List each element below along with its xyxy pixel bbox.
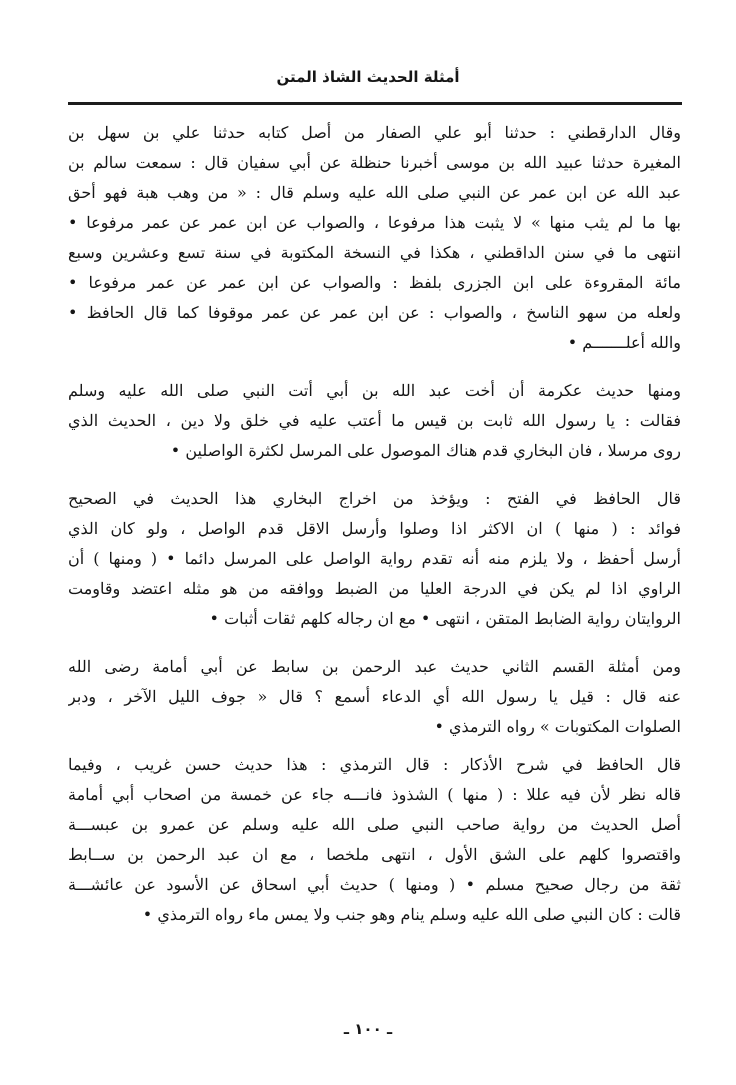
text-line: وقال الدارقطني : حدثنا أبو علي الصفار من أصل كتابه حدثنا علي بن سهل بن: [68, 123, 681, 142]
text-line: عنه قال : قيل يا رسول الله أي الدعاء أسمع ؟ قال « جوف الليل الآخر ، ودبر: [68, 687, 681, 706]
text-line: والله أعلـــــــم •: [567, 333, 681, 352]
text-line: روى مرسلا ، فان البخاري قدم هناك الموصول على المرسل لكثرة الواصلين •: [170, 441, 681, 460]
text-line: أرسل أحفظ ، ولا يلزم منه أنه تقدم رواية الواصل على المرسل دائما • ( ومنها ) أن: [68, 549, 681, 568]
text-line: انتهى ما في سنن الداقطني ، هكذا في النسخة المكتوبة في سنة تسع وعشرين وسبع: [68, 243, 681, 262]
text-line: قالت : كان النبي صلى الله عليه وسلم ينام وهو جنب ولا يمس ماء رواه الترمذي •: [142, 905, 681, 924]
text-line: فوائد : ( منها ) ان الاكثر اذا وصلوا وأرسل الاقل قدم الواصل ، ولو كان الذي: [68, 519, 681, 538]
text-line: الصلوات المكتوبات » رواه الترمذي •: [434, 717, 681, 736]
text-line: ومنها حديث عكرمة أن أخت عبد الله بن أبي أتت النبي صلى الله عليه وسلم: [68, 381, 681, 400]
text-line: ومن أمثلة القسم الثاني حديث عبد الرحمن بن سابط عن أبي أمامة رضى الله: [68, 657, 681, 676]
paragraph: [68, 652, 681, 742]
text-line: قال الحافظ في الفتح : ويؤخذ من اخراج البخاري هذا الحديث في الصحيح: [68, 489, 681, 508]
text-line: قاله نظر لأن فيه عللا : ( منها ) الشذوذ فانـــه جاء عن خمسة من اصحاب أبي أمامة: [68, 785, 681, 804]
paragraph: [68, 750, 681, 930]
text-line: ثقة من رجال صحيح مسلم • ( ومنها ) حديث أبي اسحاق عن الأسود عن عائشـــة: [68, 875, 681, 894]
text-line: أصل الحديث من رواية صاحب النبي صلى الله عليه وسلم عن عمرو بن عبســـة: [68, 815, 681, 834]
text-line: المغيرة حدثنا عبيد الله بن موسى أخبرنا حنظلة عن أبي سفيان قال : سمعت سالم بن: [68, 153, 681, 172]
running-header: أمثلة الحديث الشاذ المتن: [276, 68, 460, 86]
text-line: فقالت : يا رسول الله ثابت بن قيس ما أعتب عليه في خلق ولا دين ، الحديث الذي: [68, 411, 681, 430]
text-line: مائة المقروءة على ابن الجزرى بلفظ : والصواب عن ابن عمر عن عمر مرفوعا •: [68, 273, 681, 292]
text-line: بها ما لم يثب منها » لا يثبت هذا مرفوعا ، والصواب عن ابن عمر عن عمر مرفوعا •: [68, 213, 681, 232]
paragraph: [68, 376, 681, 466]
paragraph: [68, 118, 681, 358]
text-line: قال الحافظ في شرح الأذكار : قال الترمذي : هذا حديث حسن غريب ، وفيما: [68, 755, 681, 774]
text-line: ولعله من سهو الناسخ ، والصواب : عن ابن عمر عن عمر موقوفا كما قال الحافظ •: [68, 303, 681, 322]
text-line: واقتصروا كلهم على الشق الأول ، انتهى ملخصا ، مع ان عبد الرحمن بن ســابط: [68, 845, 681, 864]
main-text: [68, 118, 681, 930]
page-number: ـ ١٠٠ ـ: [343, 1020, 393, 1038]
text-line: الراوي اذا لم يكن في الدرجة العليا من الضبط ووافقه من هو مثله اعتضد وقاومت: [68, 579, 681, 598]
text-line: الروايتان رواية الضابط المتقن ، انتهى • مع ان رجاله كلهم ثقات أثبات •: [209, 609, 681, 628]
text-line: عبد الله عن ابن عمر عن النبي صلى الله عليه وسلم قال : « من وهب هبة فهو أحق: [68, 183, 681, 202]
header-rule: [68, 102, 682, 105]
paragraph: [68, 484, 681, 634]
